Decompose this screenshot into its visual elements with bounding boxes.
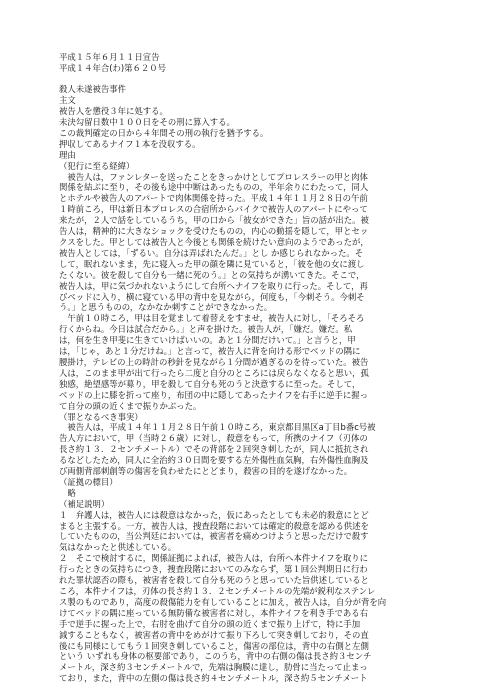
text-line: は，何を生き甲斐に生きていけばいいの。あと１分間だけいて。」と言うと，甲: [59, 335, 356, 346]
text-line: （罪となるべき事実）: [59, 411, 143, 422]
text-line: て自分の頭の近くまで振りかぶった。: [59, 400, 202, 411]
text-line: るなどしたため，同人に全治約３０日間を要する左外傷性血気胸，右外傷性血胸及: [59, 455, 369, 466]
text-line: びベッドに入り，横に寝ている甲の背中を見ながら，何度も，「今刺そう。今刺そ: [59, 291, 365, 302]
text-line: 減することもなく，被害者の背中をめがけて振り下ろして突き刺しており，その直: [59, 629, 369, 640]
case-number-line: 平成１４年合(わ)第６２０号: [59, 62, 167, 73]
text-line: けてベッドの隅に座っている無防備な被害者に対し，本件ナイフを利き手である右: [59, 607, 369, 618]
text-line: 来たが，２人で話をしているうち，甲の口から「彼女ができた」旨の話が出た。被: [59, 215, 369, 226]
header-block: [59, 52, 479, 74]
text-line: は，「じゃ，あと１分だけね。」と言って，被告人に背を向ける形でベッドの隅に: [59, 346, 361, 357]
text-line: び両側背部刺創等の傷害を負わせたにとどまり，殺害の目的を遂げなかった。: [59, 466, 353, 477]
text-line: クスをした。甲としては被告人と今後とも関係を続けたい意向のようであったが，: [59, 237, 369, 247]
text-line: 後にも同様にしてもう１回突き刺していること，傷害の部位は，背中の右側と左側: [59, 640, 369, 651]
text-line: （犯行に至る経緯）: [59, 160, 135, 171]
text-line: 手で逆手に握った上で，右肘を曲げて自分の頭の近くまで振り上げて，特に手加: [59, 618, 361, 629]
text-line: （証拠の標目）: [59, 476, 118, 487]
date-line: 平成１５年６月１１日宣告: [59, 52, 160, 62]
text-line: 行くからね。今日は試合だから。」と声を掛けた。被告人が，「嫌だ。嫌だ。私: [59, 324, 353, 335]
text-line: 未決勾留日数中１００日をその刑に算入する。: [59, 117, 235, 128]
text-line: 主文: [59, 95, 76, 106]
text-line: ころ，本件ナイフは，刃体の長さ約１３．２センチメートルの先端が鋭利なステンレ: [59, 586, 376, 596]
text-line: していたものの，当公判廷においては，被害者を痛めつけようと思っただけで殺す: [59, 531, 369, 542]
text-line: 長さ約１３．２センチメートル）でその背部を２回突き刺したが，同人に抵抗され: [59, 444, 369, 455]
text-line: 午前１０時ころ，甲は目を覚まして着替えをすませ，被告人に対し，「そろそろ: [59, 313, 365, 324]
text-line: ス製のものであり，高度の殺傷能力を有していることに加え，被告人は，自分が背を向: [59, 596, 387, 607]
text-line: 被告人は，平成１４年１１月２８日午前１０時ころ，東京都目黒区a丁目b番c号被: [59, 422, 376, 433]
text-line: という いずれも身体の枢要部であり，このうち，背中の右側の傷は長さ約３センチ: [59, 651, 372, 662]
text-line: う。」と思うものの，なかなか刺すことができなかった。: [59, 302, 273, 313]
body-block: [59, 161, 479, 685]
text-line: 殺人未遂被告事件: [59, 84, 126, 95]
text-line: １時前ころ，甲は新日本プロレスの合宿所からバイクで被告人のアパートにやって: [59, 204, 368, 215]
text-line: メートル，深さ約３センチメートルで，先端は胸膜に達し，肋骨に当たって止まっ: [59, 662, 368, 673]
text-line: 行ったときの気持ちにつき，捜査段階においてのみならず，第１回公判期日に行わ: [59, 564, 368, 575]
text-line: 関係を結ぶに至り，その後も途中中断はあったものの，半年余りにわたって，同人: [59, 182, 369, 193]
text-line: （補足説明）: [59, 498, 110, 509]
text-line: 気はなかったと供述している。: [59, 542, 177, 553]
text-line: 被告人を懲役３年に処する。: [59, 106, 168, 117]
spacer: [59, 74, 479, 85]
text-line: 理由: [59, 149, 76, 160]
text-line: ベッドの上に膝を折って座り，布団の中に隠してあったナイフを右手に逆手に握っ: [59, 389, 368, 400]
text-line: 人は，このまま甲が出て行ったら二度と自分のところには戻らなくなると思い，孤: [59, 367, 369, 378]
text-line: とホテルや被告人のアパートで肉体関係を持った。平成１４年１１月２８日の午前: [59, 193, 368, 204]
text-line: １ 弁護人は，被告人には殺意はなかった，仮にあったとしても未必的殺意にとど: [59, 509, 369, 520]
text-line: 腰掛け，テレビの上の時計の秒針を見ながら１分間が過ぎるのを待っていた。被告: [59, 356, 369, 367]
text-line: ２ そこで検討するに，関係証拠によれば，被告人は，台所へ本件ナイフを取りに: [59, 553, 369, 564]
text-line: れた罪状認否の際も，被害者を殺して自分も死のうと思っていた旨供述していると: [59, 575, 369, 586]
title-block: [59, 84, 479, 160]
text-line: 押収してあるナイフ１本を没収する。: [59, 138, 201, 149]
text-line: 告人方において，甲（当時２６歳）に対し，殺意をもって，所携のナイフ（刃体の: [59, 433, 368, 444]
text-line: 被告人は，ファンレターを送ったことをきっかけとしてプロレスラーの甲と肉体: [59, 171, 368, 182]
text-line: 被告人としては，「ずるい。自分は弄ばれたんだ。」とし か感じられなかった。そ: [59, 247, 364, 258]
text-line: して，眠れないまま，先に寝入った甲の顔を隣に見ていると，「彼を他の女に渡し: [59, 258, 365, 269]
text-line: 被告人は，甲に気づかれないようにして台所へナイフを取りに行った。そして，再: [59, 280, 368, 291]
text-line: たくない。彼を殺して自分も一緒に死のう。」との気持ちが湧いてきた。そこで，: [59, 269, 365, 280]
text-line: 告人は，精神的に大きなショックを受けたものの，内心の動揺を隠して，甲とセッ: [59, 226, 369, 237]
text-line: 略: [59, 487, 76, 498]
text-line: 独感，絶望感等が募り，甲を殺して自分も死のうと決意するに至った。そして，: [59, 378, 361, 389]
text-line: この裁判確定の日から４年間その刑の執行を猶予する。: [59, 127, 269, 138]
text-line: まると主張する。一方，被告人は，捜査段階においては確定的殺意を認める供述を: [59, 520, 369, 531]
text-line: ており，また，背中の左側の傷は長さ約４センチメートル，深さ約５センチメート: [59, 673, 368, 684]
